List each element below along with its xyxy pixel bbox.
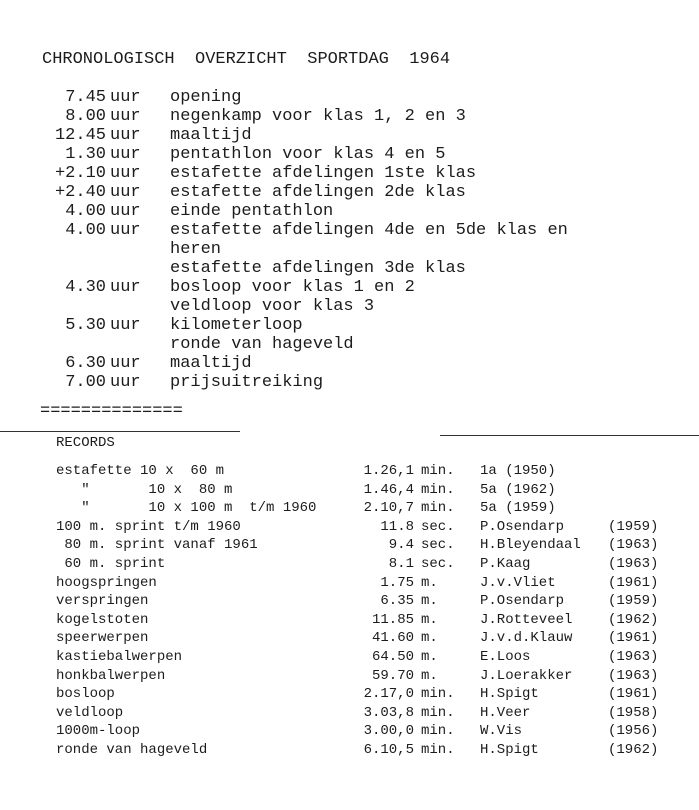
record-event: " 10 x 80 m [56,481,233,498]
schedule-event: maaltijd [170,354,252,373]
record-year: (1962) [608,611,659,628]
records-heading: RECORDS [56,435,115,451]
record-unit: m. [421,630,438,647]
record-value: 64.50 [371,649,414,665]
schedule-unit: uur [110,126,141,145]
record-unit: sec. [421,537,455,554]
record-unit: m. [421,649,438,665]
record-year: (1963) [608,649,659,665]
schedule-unit: uur [110,107,141,126]
record-value: 1.75 [380,574,414,591]
record-unit: sec. [421,518,455,535]
record-holder: J.v.Vliet [480,574,556,591]
record-year: (1958) [608,704,659,721]
schedule-event: heren [170,240,222,259]
record-event: kastiebalwerpen [56,649,183,665]
record-year: (1963) [608,556,659,572]
schedule-time: 7.00 [65,373,106,392]
record-holder: J.Rotteveel [480,611,573,628]
schedule-unit: uur [110,202,141,221]
schedule-time: 12.45 [54,126,106,145]
schedule-unit: uur [110,221,141,240]
record-event: speerwerpen [56,630,149,647]
schedule-unit: uur [110,88,141,107]
record-value: 3.00,0 [363,723,414,740]
record-holder: J.v.d.Klauw [480,630,573,647]
record-value: 59.70 [371,667,414,684]
record-value: 8.1 [388,556,414,572]
record-year: (1962) [608,742,659,758]
divider-right [440,435,699,436]
schedule-time: 4.00 [65,221,106,240]
record-holder: P.Osendarp [480,518,565,535]
record-holder: P.Kaag [480,556,531,572]
record-event: veldloop [56,704,124,721]
record-year: (1961) [608,630,659,647]
record-value: 6.10,5 [363,742,414,758]
schedule-event: estafette afdelingen 2de klas [170,183,466,202]
record-holder: P.Osendarp [480,593,565,610]
record-holder: W.Vis [480,723,523,740]
record-value: 41.60 [371,630,414,647]
schedule-time: +2.40 [54,183,106,202]
schedule-event: bosloop voor klas 1 en 2 [170,278,415,297]
schedule-event: negenkamp voor klas 1, 2 en 3 [170,107,466,126]
record-value: 2.17,0 [363,686,414,703]
record-event: ronde van hageveld [56,742,208,758]
record-unit: min. [421,723,455,740]
record-holder: E.Loos [480,649,531,665]
record-year: (1961) [608,574,659,591]
schedule-event: ronde van hageveld [170,335,354,354]
record-unit: m. [421,574,438,591]
record-event: honkbalwerpen [56,667,166,684]
schedule-time: 5.30 [65,316,106,335]
record-year: (1963) [608,667,659,684]
record-holder: J.Loerakker [480,667,573,684]
schedule-event: pentathlon voor klas 4 en 5 [170,145,446,164]
record-event: estafette 10 x 60 m [56,463,225,479]
record-value: 3.03,8 [363,704,414,721]
record-unit: min. [421,463,455,479]
record-event: 80 m. sprint vanaf 1961 [56,537,258,554]
record-event: 60 m. sprint [56,556,166,572]
schedule-time: 4.00 [65,202,106,221]
record-holder: H.Bleyendaal [480,537,581,554]
record-unit: min. [421,686,455,703]
schedule-time: 4.30 [65,278,106,297]
record-unit: sec. [421,556,455,572]
schedule-event: maaltijd [170,126,252,145]
schedule-event: estafette afdelingen 3de klas [170,259,466,278]
record-event: bosloop [56,686,115,703]
record-value: 1.46,4 [363,481,414,498]
schedule-time: 1.30 [65,145,106,164]
document-title: CHRONOLOGISCH OVERZICHT SPORTDAG 1964 [42,50,451,69]
schedule-time: 6.30 [65,354,106,373]
record-holder: H.Veer [480,704,531,721]
schedule-unit: uur [110,373,141,392]
record-year: (1963) [608,537,659,554]
schedule-unit: uur [110,278,141,297]
schedule-unit: uur [110,164,141,183]
schedule-event: opening [170,88,242,107]
record-unit: min. [421,742,455,758]
record-year: (1961) [608,686,659,703]
schedule-event: kilometerloop [170,316,303,335]
record-year: (1956) [608,723,659,740]
schedule-event: prijsuitreiking [170,373,324,392]
record-unit: min. [421,704,455,721]
schedule-event: veldloop voor klas 3 [170,297,375,316]
record-holder: H.Spigt [480,742,539,758]
record-value: 6.35 [380,593,414,610]
record-holder: 1a (1950) [480,463,556,479]
record-event: 1000m-loop [56,723,141,740]
schedule-event: einde pentathlon [170,202,334,221]
record-unit: min. [421,481,455,498]
record-event: verspringen [56,593,149,610]
schedule-event: estafette afdelingen 1ste klas [170,164,477,183]
record-unit: min. [421,500,455,517]
schedule-time: +2.10 [54,164,106,183]
divider-left [0,431,240,432]
record-value: 9.4 [388,537,414,554]
schedule-unit: uur [110,145,141,164]
record-event: 100 m. sprint t/m 1960 [56,518,241,535]
schedule-unit: uur [110,354,141,373]
record-year: (1959) [608,593,659,610]
record-value: 11.85 [371,611,414,628]
record-unit: m. [421,611,438,628]
record-unit: m. [421,667,438,684]
record-year: (1959) [608,518,659,535]
separator-line: ============== [40,402,183,421]
schedule-unit: uur [110,316,141,335]
record-event: hoogspringen [56,574,157,591]
record-unit: m. [421,593,438,610]
record-value: 1.26,1 [363,463,414,479]
record-value: 11.8 [380,518,414,535]
schedule-time: 7.45 [65,88,106,107]
record-event: kogelstoten [56,611,149,628]
schedule-event: estafette afdelingen 4de en 5de klas en [170,221,568,240]
schedule-time: 8.00 [65,107,106,126]
record-holder: 5a (1962) [480,481,556,498]
record-holder: H.Spigt [480,686,539,703]
record-event: " 10 x 100 m t/m 1960 [56,500,317,517]
record-value: 2.10,7 [363,500,414,517]
record-holder: 5a (1959) [480,500,556,517]
schedule-unit: uur [110,183,141,202]
